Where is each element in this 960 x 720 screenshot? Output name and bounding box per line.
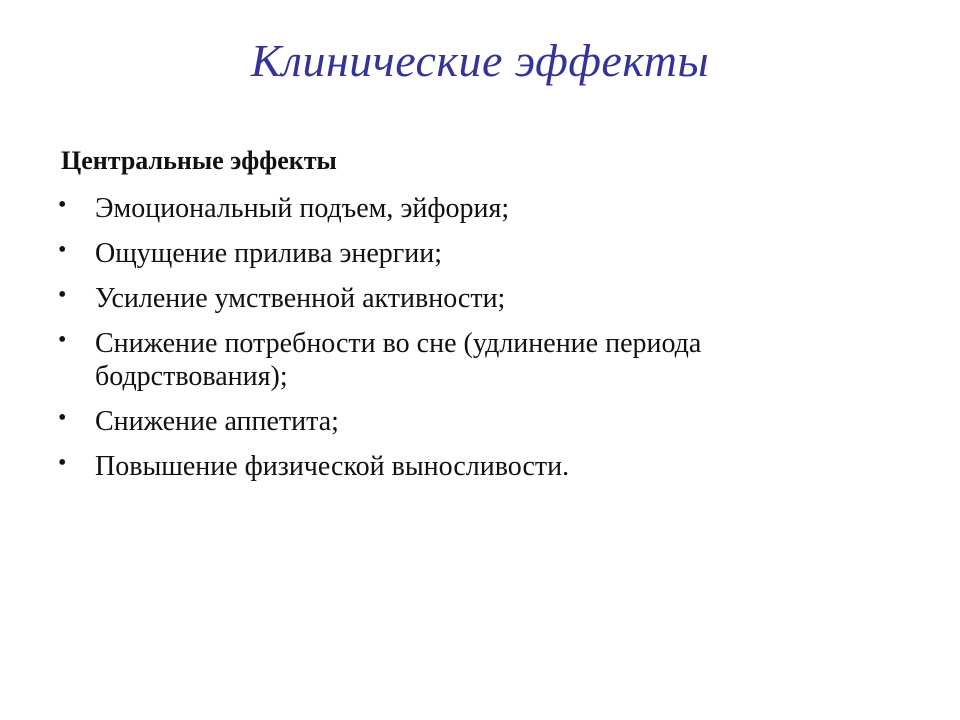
- slide-title: Клинические эффекты: [250, 35, 710, 86]
- bullet-list: [58, 192, 818, 495]
- list-item: [58, 327, 818, 393]
- list-item-text: Ощущение прилива энергии;: [95, 238, 443, 269]
- bullet-icon: •: [58, 450, 67, 476]
- list-item-text: Снижение аппетита;: [95, 406, 339, 437]
- list-item: [58, 282, 818, 315]
- list-item: [58, 405, 818, 438]
- list-item: [58, 450, 818, 483]
- bullet-icon: •: [58, 405, 67, 431]
- list-item-text: Повышение физической выносливости.: [95, 451, 570, 482]
- bullet-icon: •: [58, 237, 67, 263]
- list-item: [58, 192, 818, 225]
- bullet-icon: •: [58, 327, 67, 353]
- list-item-text: Эмоциональный подъем, эйфория;: [95, 193, 510, 224]
- bullet-icon: •: [58, 282, 67, 308]
- list-item: [58, 237, 818, 270]
- section-heading: Центральные эффекты: [61, 146, 337, 175]
- list-item-text: Усиление умственной активности;: [95, 283, 506, 314]
- list-item-text: Снижение потребности во сне (удлинение периода бодрствования);: [95, 328, 702, 392]
- bullet-icon: •: [58, 192, 67, 218]
